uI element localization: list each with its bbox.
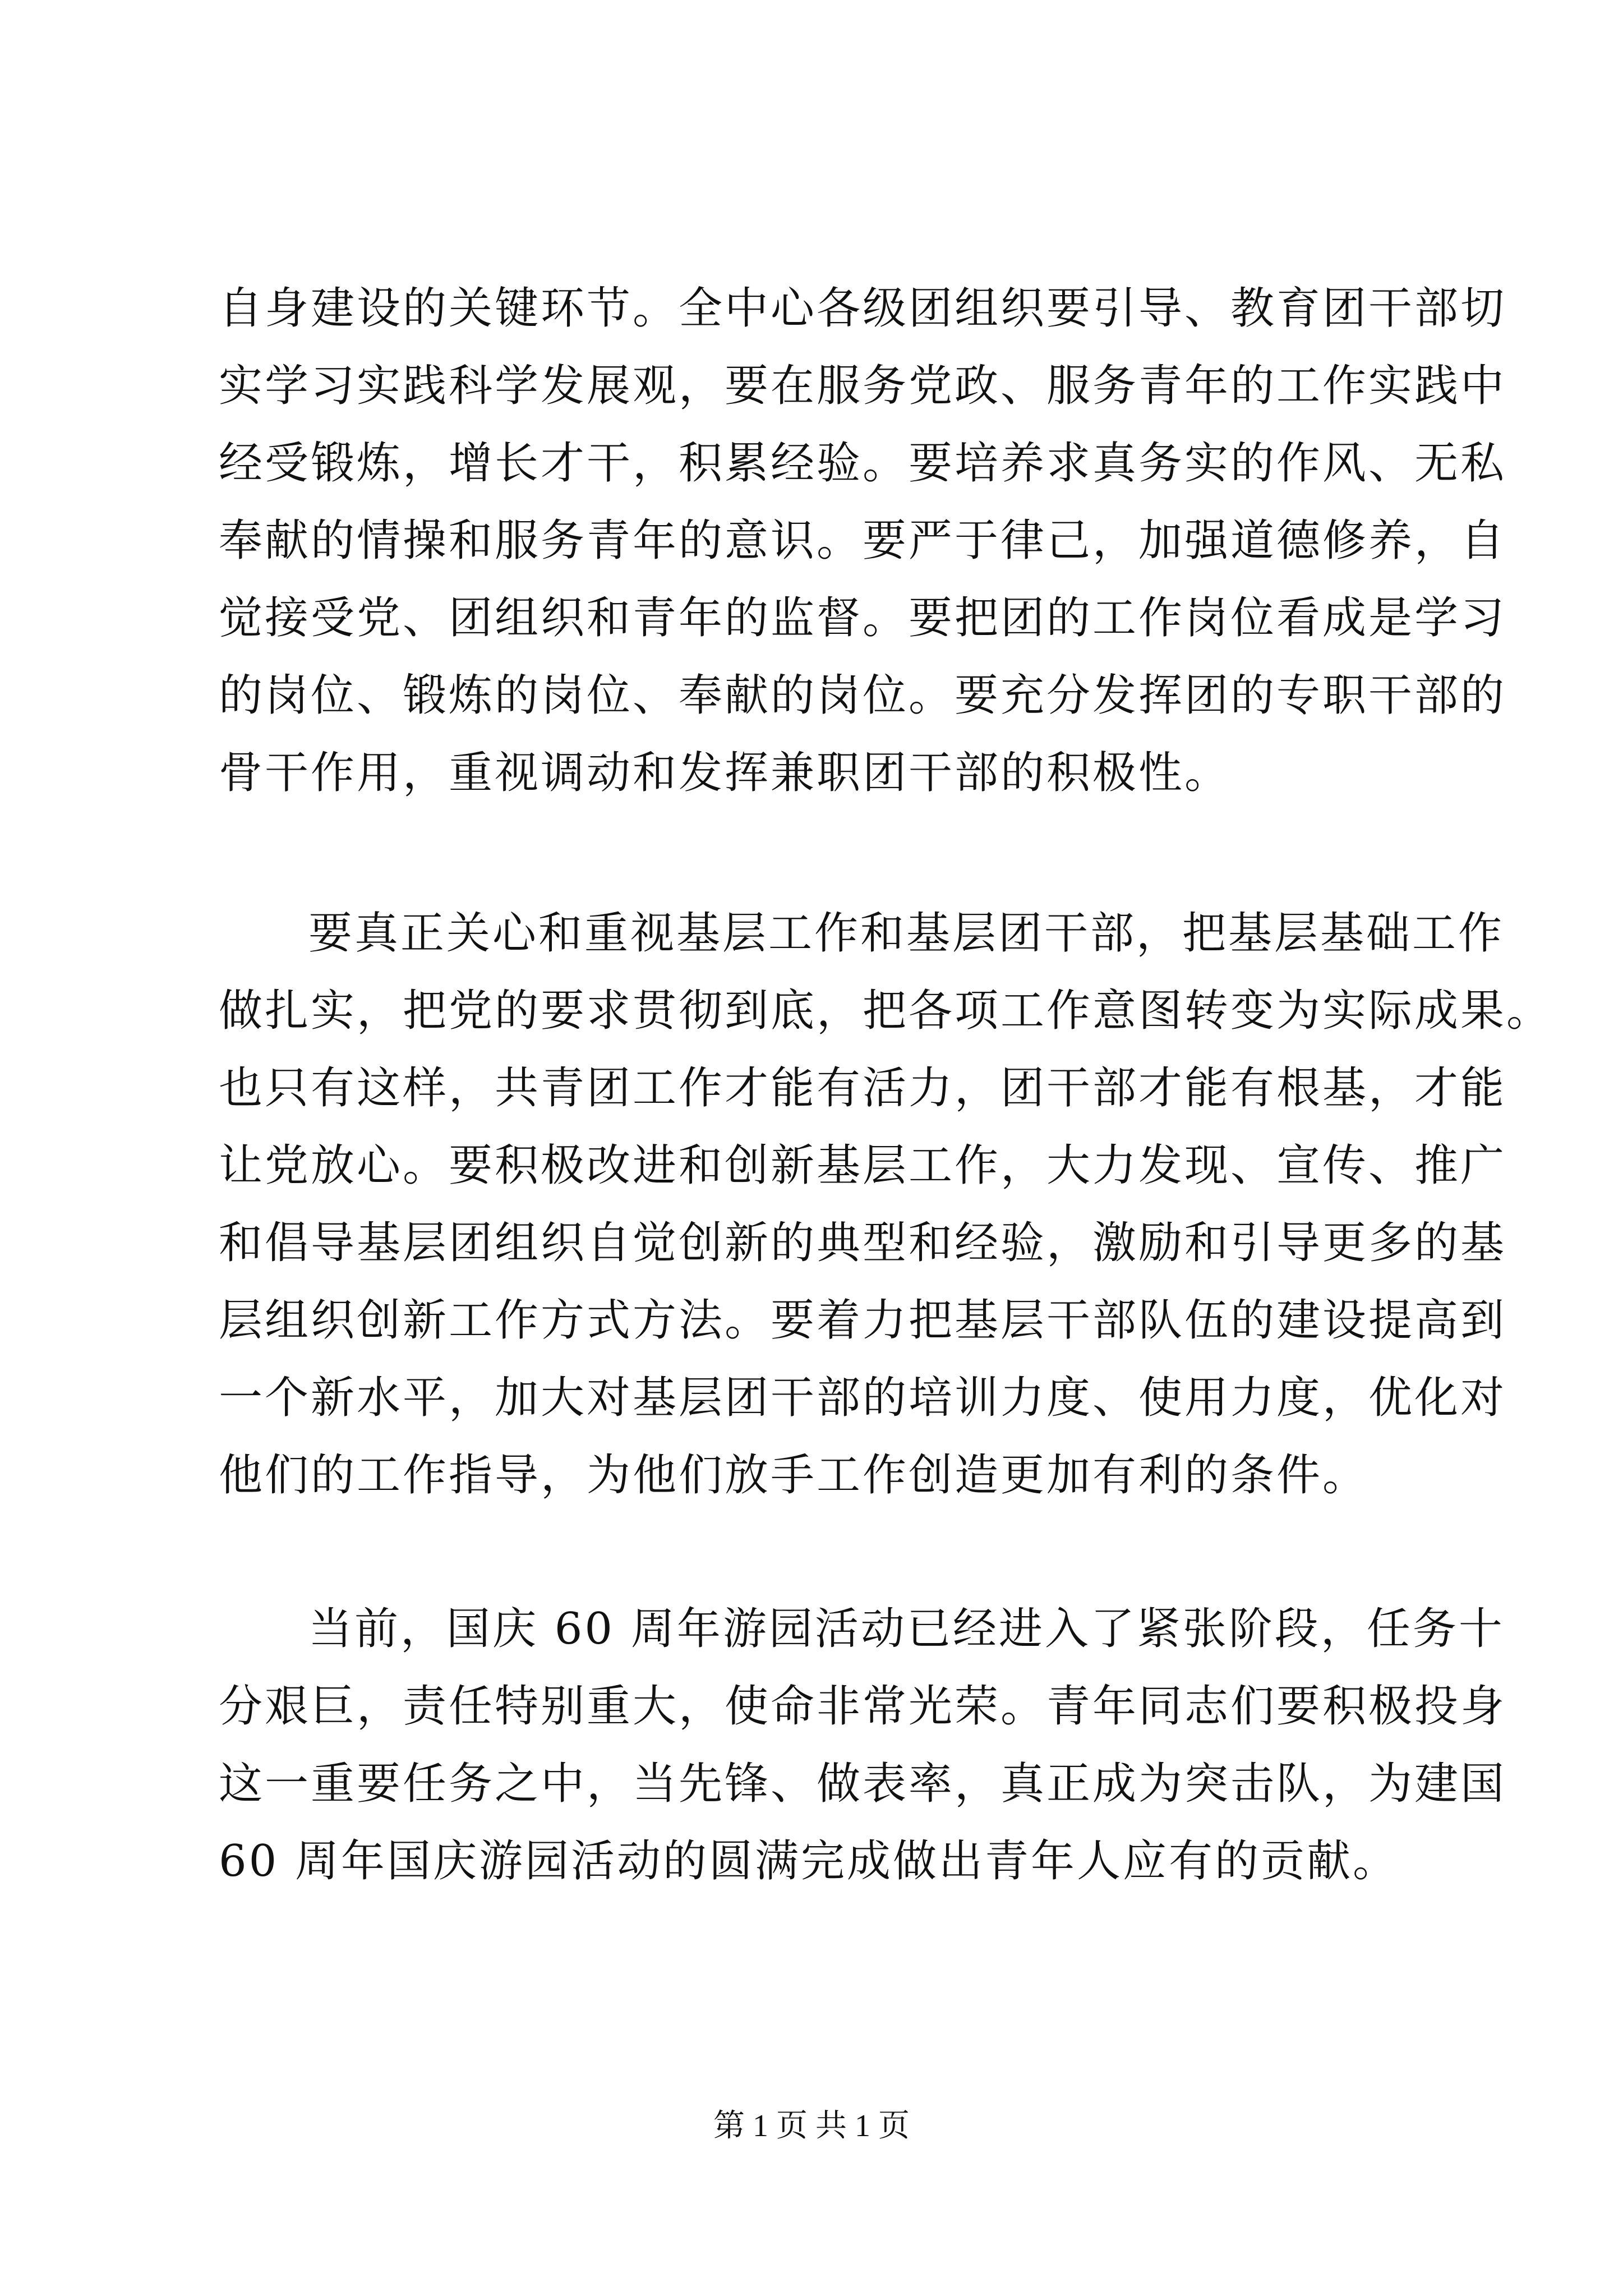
paragraph-1-line-4: 奉献的情操和服务青年的意识。要严于律己，加强道德修养，自 [219,516,1507,566]
paragraph-1-line-1: 自身建设的关键环节。全中心各级团组织要引导、教育团干部切 [219,283,1507,334]
paragraph-3-line-2: 分艰巨，责任特别重大，使命非常光荣。青年同志们要积极投身 [219,1681,1507,1732]
paragraph-2-line-2: 做扎实，把党的要求贯彻到底，把各项工作意图转变为实际成果。 [219,986,1553,1036]
page-number-footer: 第 1 页 共 1 页 [713,2109,910,2143]
paragraph-2-line-5: 和倡导基层团组织自觉创新的典型和经验，激励和引导更多的基 [219,1218,1507,1268]
paragraph-2-line-6: 层组织创新工作方式方法。要着力把基层干部队伍的建设提高到 [219,1295,1507,1346]
paragraph-2-line-8: 他们的工作指导，为他们放手工作创造更加有利的条件。 [219,1450,1369,1501]
paragraph-1-line-6: 的岗位、锻炼的岗位、奉献的岗位。要充分发挥团的专职干部的 [219,670,1507,721]
paragraph-2-line-4: 让党放心。要积极改进和创新基层工作，大力发现、宣传、推广 [219,1140,1507,1191]
paragraph-3-line-3: 这一重要任务之中，当先锋、做表率，真正成为突击队，为建国 [219,1759,1507,1809]
paragraph-2-line-3: 也只有这样，共青团工作才能有活力，团干部才能有根基，才能 [219,1063,1507,1114]
paragraph-1-line-2: 实学习实践科学发展观，要在服务党政、服务青年的工作实践中 [219,361,1507,411]
paragraph-1-line-7: 骨干作用，重视调动和发挥兼职团干部的积极性。 [219,748,1231,798]
paragraph-3-line-4: 60 周年国庆游园活动的圆满完成做出青年人应有的贡献。 [219,1836,1399,1887]
paragraph-1-line-5: 觉接受党、团组织和青年的监督。要把团的工作岗位看成是学习 [219,593,1507,643]
paragraph-2-line-1: 要真正关心和重视基层工作和基层团干部，把基层基础工作 [308,908,1505,959]
paragraph-3-line-1: 当前，国庆 60 周年游园活动已经进入了紧张阶段，任务十 [308,1604,1505,1654]
paragraph-1-line-3: 经受锻炼，增长才干，积累经验。要培养求真务实的作风、无私 [219,438,1507,489]
paragraph-2-line-7: 一个新水平，加大对基层团干部的培训力度、使用力度，优化对 [219,1373,1507,1423]
